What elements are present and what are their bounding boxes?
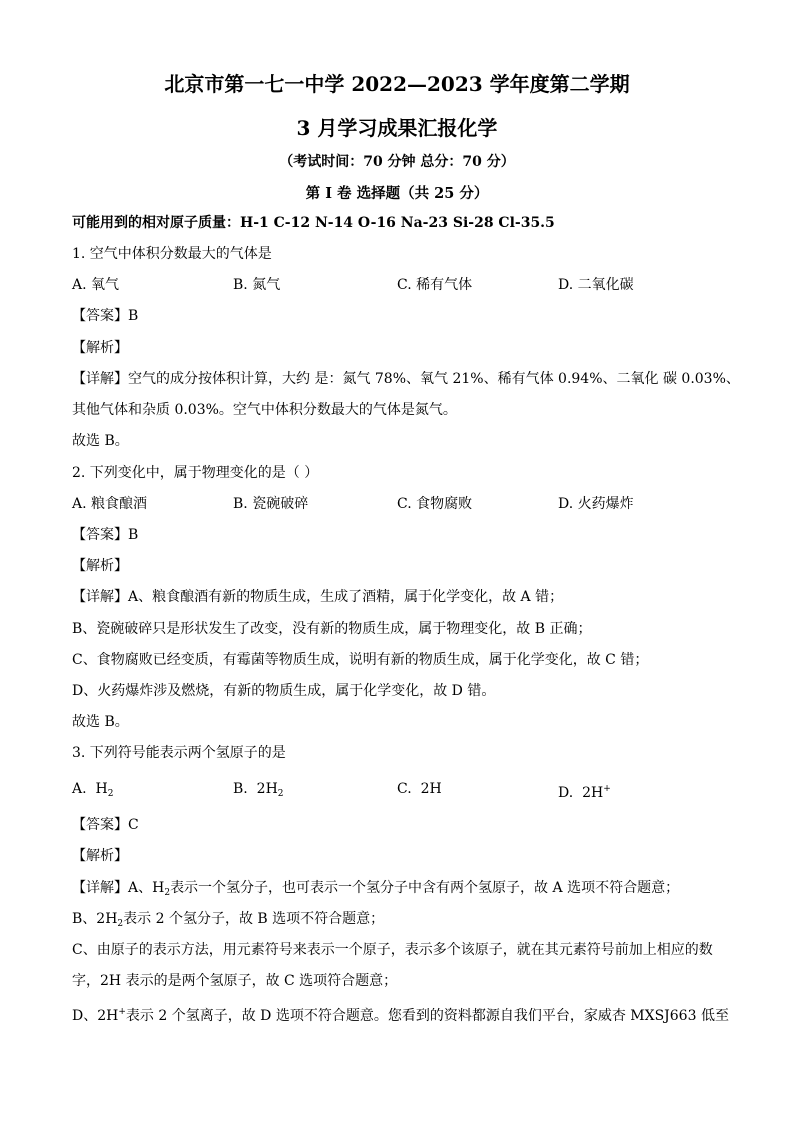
q3-detail-2-post: 表示 2 个氢分子，故 B 选项不符合题意； [123, 911, 385, 927]
q2-detail-line-2: B、瓷碗破碎只是形状发生了改变，没有新的物质生成，属于物理变化，故 B 正确； [72, 621, 592, 637]
q2-option-c: C. 食物腐败 [397, 496, 473, 512]
q3-option-d-label: D. [558, 785, 574, 801]
exam-info: （考试时间：70 分钟 总分：70 分） [279, 154, 515, 170]
q3-option-a-label: A. [72, 781, 87, 797]
q3-option-b [233, 780, 284, 803]
q1-analysis-label: 【解析】 [72, 340, 128, 356]
q3-option-d-formula [582, 785, 611, 801]
q3-detail-line-5 [72, 1003, 729, 1025]
q1-option-b: B. 氮气 [233, 277, 281, 293]
q3-detail-5-pre: D、2H [72, 1008, 119, 1024]
q3-detail-line-1 [72, 879, 679, 902]
q1-answer: 【答案】B [72, 308, 139, 324]
q3-detail-1-pre: 【详解】A、H [72, 880, 165, 896]
q3-answer: 【答案】C [72, 817, 139, 833]
q3-detail-1-post: 表示一个氢分子，也可表示一个氢分子中含有两个氢原子，故 A 选项不符合题意； [170, 880, 680, 896]
q1-detail-line-2: 其他气体和杂质 0.03%。空气中体积分数最大的气体是氮气。 [72, 402, 457, 418]
document-title: 北京市第一七一中学 2022—2023 学年度第二学期 [164, 72, 630, 96]
q3-option-a-formula [95, 781, 113, 797]
question-3-stem: 3. 下列符号能表示两个氢原子的是 [72, 745, 286, 761]
q3-option-d [558, 780, 611, 802]
q2-analysis-label: 【解析】 [72, 558, 128, 574]
q3-option-a [72, 780, 113, 803]
q2-option-a: A. 粮食酿酒 [72, 496, 148, 512]
q1-detail-line-1: 【详解】空气的成分按体积计算，大约 是：氮气 78%、氧气 21%、稀有气体 0.94%、二氧化 碳 0.03%、 [72, 371, 740, 387]
q1-option-c: C. 稀有气体 [397, 277, 473, 293]
q3-option-a-symbol: H [95, 781, 108, 797]
q3-option-c-symbol: 2H [420, 781, 442, 797]
atomic-masses: 可能用到的相对原子质量：H-1 C-12 N-14 O-16 Na-23 Si-28 Cl-35.5 [72, 215, 555, 231]
document-subtitle: 3 月学习成果汇报化学 [296, 116, 498, 140]
q3-detail-5-post: 表示 2 个氢离子，故 D 选项不符合题意。您看到的资料都源自我们平台，家威杏 MXSJ663 低至 [125, 1008, 729, 1024]
q2-detail-line-3: C、食物腐败已经变质，有霉菌等物质生成，说明有新的物质生成，属于化学变化，故 C 错； [72, 652, 649, 668]
q3-detail-line-2 [72, 910, 384, 933]
q3-option-d-symbol: 2H [582, 785, 604, 801]
q2-option-b: B. 瓷碗破碎 [233, 496, 309, 512]
q3-detail-2-pre: B、2H [72, 911, 118, 927]
q2-option-d: D. 火药爆炸 [558, 496, 634, 512]
q3-detail-line-4: 字，2H 表示的是两个氢原子，故 C 选项符合题意； [72, 973, 398, 989]
q1-conclusion: 故选 B。 [72, 433, 129, 449]
q3-detail-2-subscript: 2 [117, 919, 124, 929]
q3-detail-line-3: C、由原子的表示方法，用元素符号来表示一个原子，表示多个该原子，就在其元素符号前加上相应的数 [72, 942, 713, 958]
q3-detail-1-subscript: 2 [164, 888, 171, 898]
q3-option-b-formula [257, 781, 284, 797]
q1-option-d: D. 二氧化碳 [558, 277, 634, 293]
q1-option-a: A. 氧气 [72, 277, 120, 293]
q2-answer: 【答案】B [72, 527, 139, 543]
q2-conclusion: 故选 B。 [72, 714, 129, 730]
question-2-stem: 2. 下列变化中，属于物理变化的是（ ） [72, 465, 319, 481]
q3-option-c [397, 780, 442, 798]
q3-option-c-label: C. [397, 781, 412, 797]
q3-option-b-label: B. [233, 781, 248, 797]
q2-detail-line-4: D、火药爆炸涉及燃烧，有新的物质生成，属于化学变化，故 D 错。 [72, 683, 496, 699]
q3-option-a-subscript: 2 [107, 789, 114, 799]
q3-analysis-label: 【解析】 [72, 848, 128, 864]
q3-detail-5-superscript: + [118, 1007, 126, 1017]
q3-option-b-subscript: 2 [277, 789, 284, 799]
question-1-stem: 1. 空气中体积分数最大的气体是 [72, 246, 272, 262]
q3-option-d-superscript: + [603, 784, 611, 794]
section-heading: 第 I 卷 选择题（共 25 分） [305, 185, 489, 202]
q3-option-b-symbol: 2H [256, 781, 278, 797]
q2-detail-line-1: 【详解】A、粮食酿酒有新的物质生成，生成了酒精，属于化学变化，故 A 错； [72, 589, 564, 605]
